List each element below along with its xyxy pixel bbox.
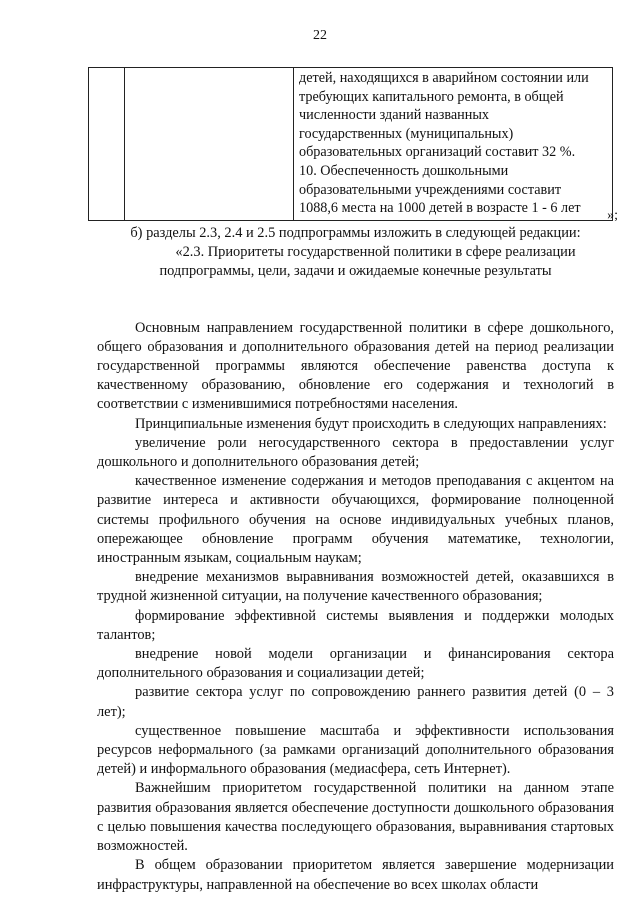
paragraph: существенное повышение масштаба и эффективности использования ресурсов неформального (за рамками организаций дополнительного образования детей) и информального образования (медиасфера, сеть Интернет). bbox=[97, 722, 614, 778]
paragraph: развитие сектора услуг по сопровождению раннего развития детей (0 – 3 лет); bbox=[97, 684, 614, 720]
paragraph: формирование эффективной системы выявления и поддержки молодых талантов; bbox=[97, 607, 614, 643]
paragraph: внедрение механизмов выравнивания возможностей детей, оказавшихся в трудной жизненной ситуации, на получение качественного образования; bbox=[97, 569, 614, 605]
table-line: образовательными учреждениями составит bbox=[299, 181, 562, 198]
section-heading-line-1: «2.3. Приоритеты государственной политики в сфере реализации bbox=[175, 244, 576, 261]
paragraph: внедрение новой модели организации и финансирования сектора дополнительного образования и социализации детей; bbox=[97, 646, 614, 682]
paragraph: увеличение роли негосударственного сектора в предоставлении услуг дошкольного и дополнительного образования детей; bbox=[97, 434, 614, 471]
table-cell-indicator bbox=[125, 68, 294, 221]
paragraph: В общем образовании приоритетом является завершение модернизации инфраструктуры, направленной на обеспечение во всех школах области bbox=[97, 857, 614, 893]
paragraph: Важнейшим приоритетом государственной политики на данном этапе развития образования является обеспечение доступности дошкольного образования с целью повышения качества последующего образования, выравнивания стартовых возможностей. bbox=[97, 780, 614, 855]
closing-quote: »; bbox=[607, 208, 618, 223]
continued-table bbox=[88, 67, 613, 221]
paragraph: Основным направлением государственной политики в сфере дошкольного, общего образования и дополнительного образования детей на период реализации государственной программы являются обеспечение равенства доступа к качественному образованию, обновление его содержания и технологий в соответствии с изменившимися потребностями населения. bbox=[97, 319, 614, 413]
section-heading-line-2: подпрограммы, цели, задачи и ожидаемые конечные результаты bbox=[159, 263, 552, 280]
table-line: детей, находящихся в аварийном состоянии или bbox=[299, 70, 589, 86]
paragraph: Принципиальные изменения будут происходить в следующих направлениях: bbox=[135, 415, 607, 432]
table-line: 1088,6 места на 1000 детей в возрасте 1 - 6 лет bbox=[299, 200, 581, 217]
table-row bbox=[89, 68, 613, 221]
paragraph: качественное изменение содержания и методов преподавания с акцентом на развитие интереса и активности обучающихся, формирование полноценной системы профильного обучения на основе индивидуальных учебных планов, опережающее обновление программ обучения математике, технологии, иностранным языкам, социальным наукам; bbox=[97, 473, 614, 567]
document-body bbox=[97, 224, 614, 895]
table-line: образовательных организаций составит 32 %. bbox=[299, 144, 576, 161]
table-line: требующих капитального ремонта, в общей bbox=[299, 88, 564, 105]
table-line: численности зданий названных bbox=[299, 107, 489, 124]
table-cell-content bbox=[294, 68, 613, 221]
table-cell-number bbox=[89, 68, 125, 221]
table-line: 10. Обеспеченность дошкольными bbox=[299, 162, 509, 179]
amendment-intro: б) разделы 2.3, 2.4 и 2.5 подпрограммы изложить в следующей редакции: bbox=[130, 225, 581, 241]
page-number: 22 bbox=[313, 28, 327, 43]
table-line: государственных (муниципальных) bbox=[299, 125, 514, 142]
